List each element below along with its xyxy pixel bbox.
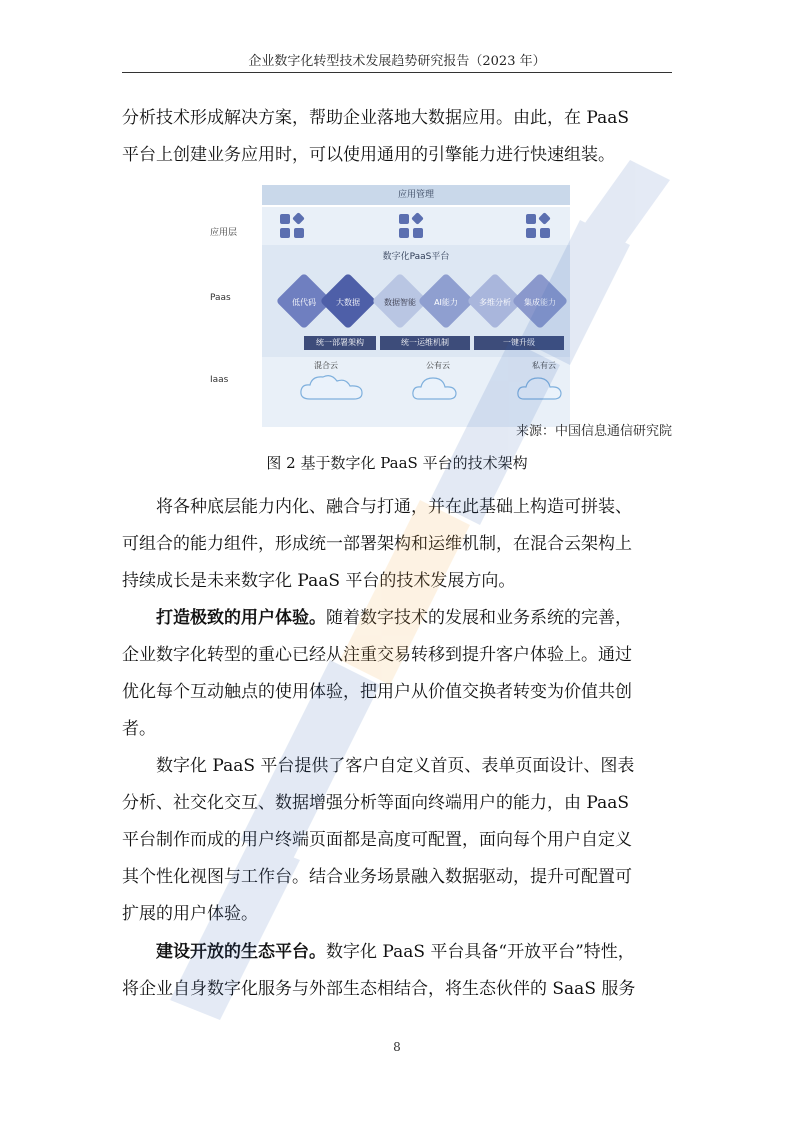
- capability-label: 大数据: [336, 298, 360, 307]
- para-line: 平台上创建业务应用时，可以使用通用的引擎能力进行快速组装。: [122, 145, 615, 165]
- architecture-figure: [210, 183, 570, 413]
- paragraph-3: [122, 600, 672, 748]
- paas-platform-title: 数字化PaaS平台: [382, 252, 450, 262]
- app-management-bar: 应用管理: [262, 185, 570, 205]
- paragraph-5: [122, 934, 672, 1008]
- para-text: 数字化 PaaS 平台具备“开放平台”特性，: [326, 942, 635, 962]
- layer-label-iaas: Iaas: [210, 375, 229, 385]
- running-header: 企业数字化转型技术发展趋势研究报告（2023 年）: [248, 54, 546, 69]
- para-line: 扩展的用户体验。: [122, 904, 258, 924]
- mechanism-bar: 统一部署架构: [304, 336, 376, 350]
- layer-label-paas: Paas: [210, 293, 231, 303]
- public-cloud-icon: [410, 373, 460, 403]
- hybrid-cloud-icon: [298, 373, 368, 403]
- cloud-label: 混合云: [314, 361, 338, 370]
- mechanism-bar: 统一运维机制: [380, 336, 470, 350]
- para-line: 数字化 PaaS 平台提供了客户自定义首页、表单页面设计、图表: [156, 756, 635, 776]
- para-line: 分析、社交化交互、数据增强分析等面向终端用户的能力，由 PaaS: [122, 793, 629, 813]
- layer-label-app: 应用层: [210, 228, 238, 238]
- para-text: 随着数字技术的发展和业务系统的完善，: [326, 608, 632, 628]
- paragraph-2: [122, 489, 672, 600]
- figure-source: 来源：中国信息通信研究院: [515, 424, 672, 439]
- paragraph-4: [122, 748, 672, 933]
- para-line: 将企业自身数字化服务与外部生态相结合，将生态伙伴的 SaaS 服务: [122, 979, 636, 999]
- para-line: 持续成长是未来数字化 PaaS 平台的技术发展方向。: [122, 571, 516, 591]
- capability-label: 多维分析: [479, 298, 511, 307]
- header-rule: [122, 72, 672, 73]
- page-number: 8: [393, 1040, 401, 1054]
- capability-label: 数据智能: [384, 298, 416, 307]
- para-line: 将各种底层能力内化、融合与打通，并在此基础上构造可拼装、: [156, 497, 632, 517]
- para-line: 分析技术形成解决方案，帮助企业落地大数据应用。由此，在 PaaS: [122, 108, 629, 128]
- cloud-label: 公有云: [426, 361, 450, 370]
- para-line: [122, 934, 672, 971]
- section-heading: 打造极致的用户体验。: [156, 608, 326, 628]
- para-line: 平台制作而成的用户终端页面都是高度可配置，面向每个用户自定义: [122, 830, 632, 850]
- paragraph-1: [122, 100, 672, 174]
- para-line: [122, 600, 672, 637]
- capability-label: 集成能力: [524, 298, 556, 307]
- section-heading: 建设开放的生态平台。: [156, 942, 326, 962]
- cloud-label: 私有云: [532, 361, 556, 370]
- para-line: 者。: [122, 719, 156, 739]
- private-cloud-icon: [515, 373, 565, 403]
- capability-label: 低代码: [292, 298, 316, 307]
- para-line: 企业数字化转型的重心已经从注重交易转移到提升客户体验上。通过: [122, 645, 632, 665]
- capability-label: AI能力: [434, 298, 458, 307]
- para-line: 其个性化视图与工作台。结合业务场景融入数据驱动，提升可配置可: [122, 867, 632, 887]
- para-line: 优化每个互动触点的使用体验，把用户从价值交换者转变为价值共创: [122, 682, 632, 702]
- figure-caption: 图 2 基于数字化 PaaS 平台的技术架构: [266, 454, 528, 472]
- mechanism-bar: 一键升级: [474, 336, 564, 350]
- para-line: 可组合的能力组件，形成统一部署架构和运维机制，在混合云架构上: [122, 534, 632, 554]
